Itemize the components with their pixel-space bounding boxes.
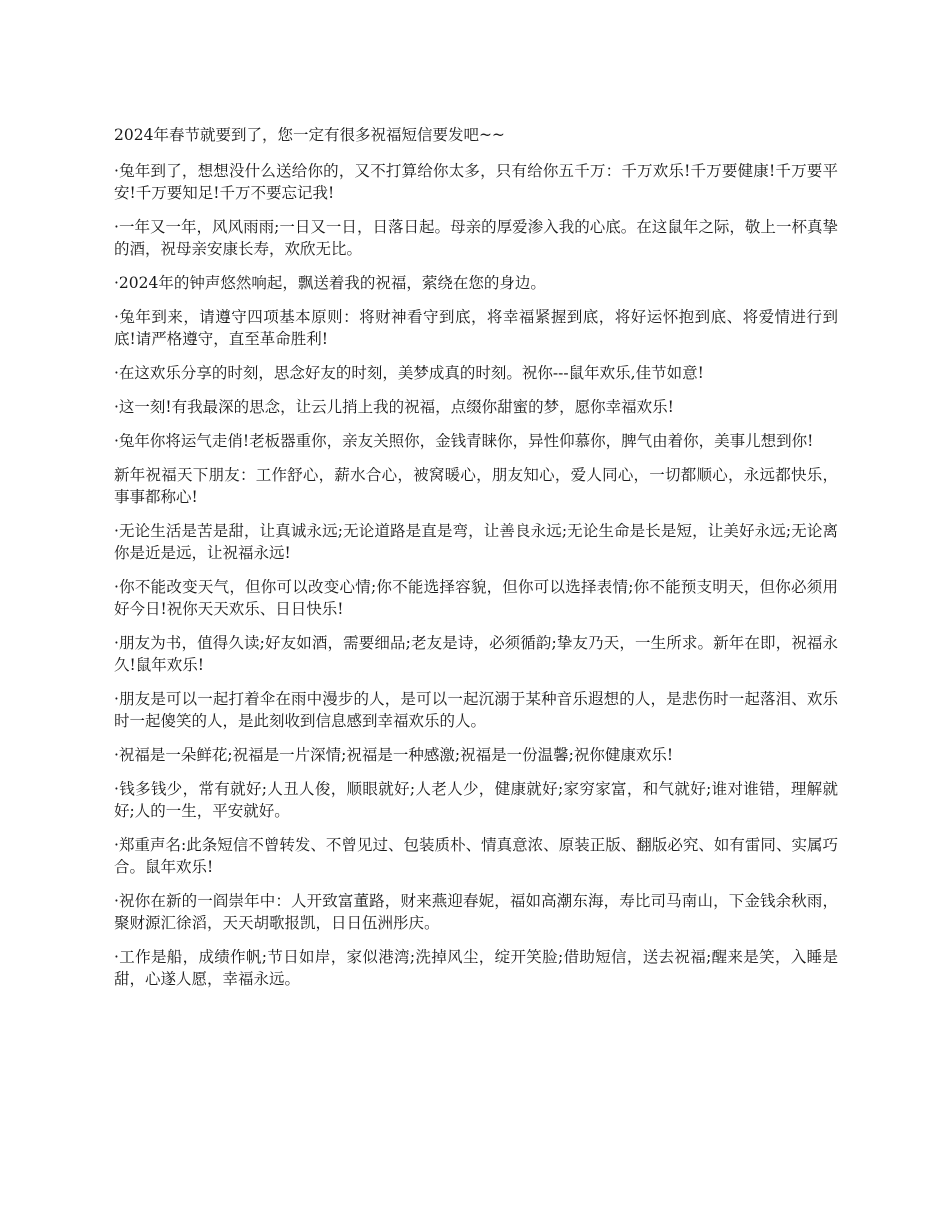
greeting-paragraph: ·2024年的钟声悠然响起，飘送着我的祝福，萦绕在您的身边。 [114, 274, 546, 292]
greeting-paragraph: ·朋友为书，值得久读;好友如酒，需要细品;老友是诗，必须循韵;挚友乃天，一生所求。新年在即，祝福永久!鼠年欢乐! [114, 634, 838, 674]
greeting-paragraph: 新年祝福天下朋友：工作舒心，薪水合心，被窝暖心，朋友知心，爱人同心，一切都顺心，永远都快乐，事事都称心! [114, 466, 838, 506]
greeting-paragraph: ·兔年到了，想想没什么送给你的，又不打算给你太多，只有给你五千万：千万欢乐!千万要健康!千万要平安!千万要知足!千万不要忘记我! [114, 162, 838, 202]
greeting-paragraph: ·无论生活是苦是甜，让真诚永远;无论道路是直是弯，让善良永远;无论生命是长是短，让美好永远;无论离你是近是远，让祝福永远! [114, 522, 838, 562]
greeting-paragraph: ·在这欢乐分享的时刻，思念好友的时刻，美梦成真的时刻。祝你---鼠年欢乐,佳节如意! [114, 364, 704, 382]
document-body [114, 124, 838, 1002]
greeting-paragraph: ·郑重声名:此条短信不曾转发、不曾见过、包装质朴、情真意浓、原装正版、翻版必究、如有雷同、实属巧合。鼠年欢乐! [114, 836, 838, 876]
greeting-paragraph: ·祝福是一朵鲜花;祝福是一片深情;祝福是一种感激;祝福是一份温馨;祝你健康欢乐! [114, 746, 674, 764]
greeting-paragraph: ·兔年到来，请遵守四项基本原则：将财神看守到底，将幸福紧握到底，将好运怀抱到底、将爱情进行到底!请严格遵守，直至革命胜利! [114, 308, 838, 348]
greeting-paragraph: ·朋友是可以一起打着伞在雨中漫步的人，是可以一起沉溺于某种音乐遐想的人，是悲伤时一起落泪、欢乐时一起傻笑的人，是此刻收到信息感到幸福欢乐的人。 [114, 690, 838, 730]
greeting-paragraph: ·工作是船，成绩作帆;节日如岸，家似港湾;洗掉风尘，绽开笑脸;借助短信，送去祝福;醒来是笑，入睡是甜，心遂人愿，幸福永远。 [114, 948, 838, 988]
greeting-paragraph: ·一年又一年，风风雨雨;一日又一日，日落日起。母亲的厚爱渗入我的心底。在这鼠年之际，敬上一杯真挚的酒，祝母亲安康长寿，欢欣无比。 [114, 218, 838, 258]
greeting-paragraph: ·钱多钱少，常有就好;人丑人俊，顺眼就好;人老人少，健康就好;家穷家富，和气就好;谁对谁错，理解就好;人的一生，平安就好。 [114, 780, 838, 820]
greeting-paragraph: ·你不能改变天气，但你可以改变心情;你不能选择容貌，但你可以选择表情;你不能预支明天，但你必须用好今日!祝你天天欢乐、日日快乐! [114, 578, 838, 618]
greeting-paragraph: ·祝你在新的一阎崇年中：人开致富董路，财来燕迎春妮，福如高潮东海，寿比司马南山，下金钱余秋雨，聚财源汇徐滔，天天胡歌报凯，日日伍洲彤庆。 [114, 892, 838, 932]
greeting-paragraph: ·兔年你将运气走俏!老板器重你，亲友关照你，金钱青睐你，异性仰慕你，脾气由着你，美事儿想到你! [114, 432, 814, 450]
intro-paragraph: 2024年春节就要到了，您一定有很多祝福短信要发吧~~ [114, 126, 505, 144]
greeting-paragraph: ·这一刻!有我最深的思念，让云儿捎上我的祝福，点缀你甜蜜的梦，愿你幸福欢乐! [114, 398, 674, 416]
